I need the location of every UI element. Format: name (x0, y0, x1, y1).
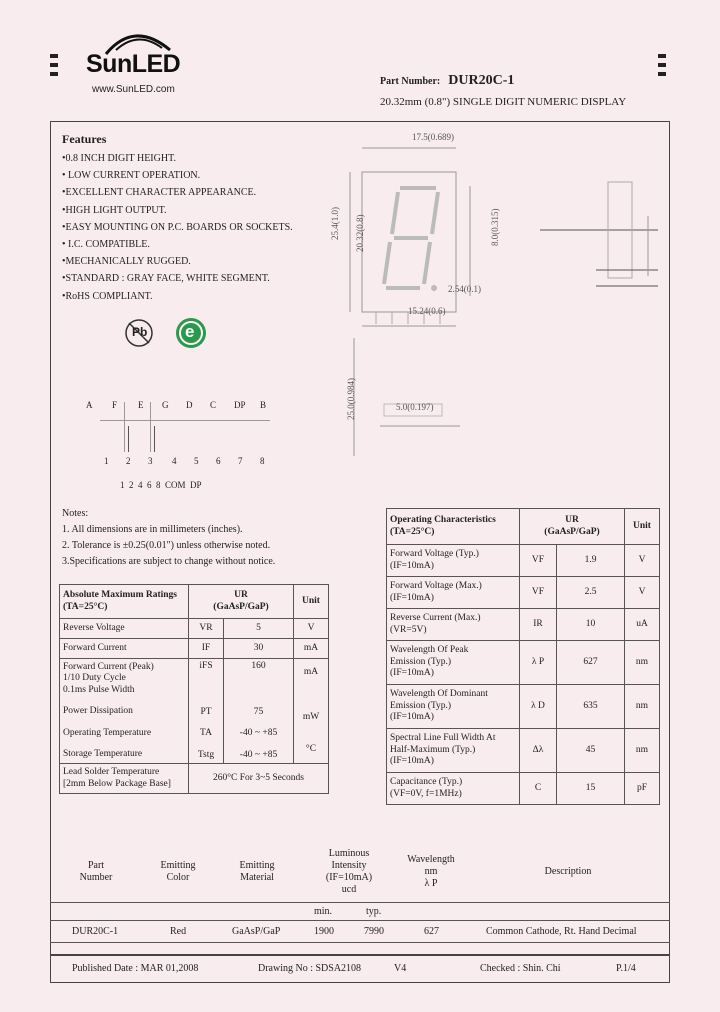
dim-height2: 20.32(0.8) (355, 214, 365, 252)
op-char-col-ur (520, 509, 625, 545)
feature-item: • LOW CURRENT OPERATION. (62, 170, 201, 182)
table-row (387, 609, 660, 641)
part-number-value: DUR20C-1 (448, 73, 515, 88)
pin-number: 7 (238, 456, 243, 466)
pinout-caption: 1 2 4 6 8 COM DP (120, 480, 202, 490)
pin-label: C (210, 400, 217, 410)
package-drawing (340, 126, 660, 456)
row-min: 1900 (314, 926, 334, 937)
sym-cell: C (520, 773, 557, 805)
col-wavelength: Wavelength nm λ P (407, 854, 455, 889)
pin-number: 8 (260, 456, 265, 466)
table-row (387, 545, 660, 577)
abs-max-table (59, 584, 329, 794)
footer-checked: Checked : Shin. Chi (480, 963, 561, 974)
solder-line: Lead Solder Temperature (63, 767, 160, 777)
footer-published: Published Date : MAR 01,2008 (72, 963, 199, 974)
sym-cell: λ D (520, 685, 557, 729)
notes-title: Notes: (62, 508, 89, 519)
param-cell (387, 609, 520, 641)
rohs-icon (124, 318, 154, 348)
param-line: (IF=10mA) (390, 592, 434, 603)
param-line: (IF=10mA) (390, 712, 434, 723)
pinout-diagram (84, 396, 284, 496)
param-cell (387, 773, 520, 805)
op-val: -40 ~ +85 (239, 728, 278, 738)
peak-unit: mA (303, 666, 319, 677)
param-line: (VR=5V) (390, 624, 427, 635)
param-line: (VF=0V, f=1MHz) (390, 788, 462, 799)
param-line: Capacitance (Typ.) (390, 777, 463, 787)
value-cell: 2.5 (557, 577, 625, 609)
row-color: Red (170, 926, 187, 937)
op-char-title: Operating Characteristics (390, 515, 496, 525)
col-typ: typ. (366, 906, 382, 917)
op-temp-param: Operating Temperature (63, 727, 152, 738)
dim-bottom: 15.24(0.6) (408, 306, 446, 316)
col-ur-label: UR (234, 590, 248, 600)
table-row (387, 641, 660, 685)
param-line: Emission (Typ.) (390, 700, 452, 711)
unit-cell: V (294, 619, 329, 639)
feature-item: •EASY MOUNTING ON P.C. BOARDS OR SOCKETS. (62, 221, 293, 233)
power-param: Power Dissipation (63, 706, 133, 716)
param-cell: Reverse Voltage (60, 619, 189, 639)
op-char-table (386, 508, 660, 805)
power-unit: mW (302, 712, 320, 723)
abs-max-subtitle: (TA=25°C) (63, 601, 108, 612)
pin-number: 3 (148, 456, 153, 466)
value-cell: 10 (557, 609, 625, 641)
logo-text: SunLED (86, 50, 181, 78)
selection-divider (50, 920, 670, 921)
param-cell (60, 764, 189, 794)
row-typ: 7990 (364, 926, 384, 937)
dim-height: 25.4(1.0) (330, 207, 340, 240)
sym-cell: VR (189, 619, 224, 639)
param-line: Reverse Current (Max.) (390, 613, 481, 623)
value-cell: 635 (557, 685, 625, 729)
value-cell: 5 (224, 619, 294, 639)
features-list (62, 150, 293, 305)
selection-divider (50, 902, 670, 903)
param-cell (387, 545, 520, 577)
pin-label: E (138, 400, 144, 410)
features-title: Features (62, 132, 107, 146)
temp-unit: °C (305, 743, 317, 754)
abs-max-col-unit: Unit (294, 585, 329, 619)
pin-label: G (162, 400, 169, 410)
dim-top: 17.5(0.689) (412, 132, 454, 142)
op-char-header (387, 509, 520, 545)
param-line: Wavelength Of Peak (390, 645, 469, 656)
page-subtitle: 20.32mm (0.8") SINGLE DIGIT NUMERIC DISPLAY (380, 96, 627, 108)
unit-cell: V (625, 545, 660, 577)
param-cell (387, 577, 520, 609)
param-cell (387, 641, 520, 685)
table-row (387, 685, 660, 729)
power-sym: PT (200, 706, 212, 717)
dim-pitch: 2.54(0.1) (448, 284, 481, 294)
param-line: (IF=10mA) (390, 560, 434, 571)
col-ur-material: (GaAsP/GaP) (213, 601, 269, 612)
feature-item: •RoHS COMPLIANT. (62, 290, 153, 302)
pin-label: F (112, 400, 118, 410)
part-number (380, 71, 514, 89)
pin-label: B (260, 400, 267, 410)
unit-cell: nm (625, 729, 660, 773)
sym-cell (189, 659, 224, 764)
feature-item: •HIGH LIGHT OUTPUT. (62, 204, 167, 216)
footer-page: P.1/4 (616, 963, 636, 974)
col-material: Emitting Material (239, 860, 275, 883)
solder-line: [2mm Below Package Base] (63, 778, 171, 789)
abs-max-title: Absolute Maximum Ratings (63, 590, 178, 600)
col-ur-material: (GaAsP/GaP) (544, 526, 600, 537)
dim-pin: 5.0(0.197) (396, 402, 434, 412)
table-row (387, 577, 660, 609)
row-part: DUR20C-1 (72, 926, 119, 937)
sym-cell: IF (189, 639, 224, 659)
unit-cell (294, 659, 329, 764)
param-cell (387, 729, 520, 773)
dim-side: 8.0(0.315) (490, 208, 500, 246)
pin-label: A (86, 400, 93, 410)
dim-left: 25.0(0.984) (346, 378, 356, 420)
value-cell: 1.9 (557, 545, 625, 577)
unit-cell: pF (625, 773, 660, 805)
unit-cell: mA (294, 639, 329, 659)
param-line: Half-Maximum (Typ.) (390, 744, 476, 755)
storage-temp-param: Storage Temperature (63, 749, 143, 759)
website-link[interactable]: www.SunLED.com (92, 84, 175, 95)
table-row (387, 729, 660, 773)
abs-max-header (60, 585, 189, 619)
col-description: Description (544, 866, 592, 877)
rohs-label: Pb (132, 325, 148, 339)
sym-cell: VF (520, 577, 557, 609)
col-part: Part Number (79, 860, 113, 883)
peak-line: 1/10 Duty Cycle (63, 673, 126, 683)
selection-divider (50, 942, 670, 943)
unit-cell: V (625, 577, 660, 609)
pin-label: DP (234, 400, 246, 410)
op-sym: TA (200, 728, 212, 738)
note-item: 2. Tolerance is ±0.25(0.01") unless otherwise noted. (62, 540, 271, 551)
unit-cell: uA (625, 609, 660, 641)
feature-item: •STANDARD : GRAY FACE, WHITE SEGMENT. (62, 273, 270, 285)
feature-item: •MECHANICALLY RUGGED. (62, 256, 191, 268)
op-char-subtitle: (TA=25°C) (390, 526, 435, 537)
col-ur-label: UR (565, 515, 579, 525)
st-val: -40 ~ +85 (239, 749, 278, 760)
pin-number: 4 (172, 456, 177, 466)
note-item: 1. All dimensions are in millimeters (inches). (62, 524, 243, 535)
pin-number: 1 (104, 456, 109, 466)
value-cell: 627 (557, 641, 625, 685)
param-line: (IF=10mA) (390, 668, 434, 679)
solder-value: 260°C For 3~5 Seconds (189, 764, 329, 794)
st-sym: Tstg (197, 749, 215, 760)
pin-number: 2 (126, 456, 131, 466)
feature-item: •EXCELLENT CHARACTER APPEARANCE. (62, 187, 257, 199)
peak-line: Forward Current (Peak) (63, 661, 154, 672)
unit-cell: nm (625, 685, 660, 729)
param-line: Forward Voltage (Typ.) (390, 549, 479, 559)
eco-label: e (185, 322, 195, 341)
sym-cell: IR (520, 609, 557, 641)
unit-cell: nm (625, 641, 660, 685)
peak-val: 160 (251, 661, 266, 671)
param-cell: Forward Current (60, 639, 189, 659)
table-row (387, 773, 660, 805)
param-line: Wavelength Of Dominant (390, 689, 488, 700)
param-line: Spectral Line Full Width At (390, 733, 496, 744)
pin-label: D (186, 400, 193, 410)
abs-max-col-ur (189, 585, 294, 619)
col-color: Emitting Color (160, 860, 196, 883)
row-description: Common Cathode, Rt. Hand Decimal (486, 926, 637, 937)
param-line: Forward Voltage (Max.) (390, 581, 482, 591)
pin-number: 6 (216, 456, 221, 466)
part-number-label: Part Number: (380, 76, 441, 87)
row-material: GaAsP/GaP (232, 926, 281, 937)
feature-item: • I.C. COMPATIBLE. (62, 239, 150, 251)
value-cell: 45 (557, 729, 625, 773)
value-cell: 15 (557, 773, 625, 805)
value-cell: 30 (224, 639, 294, 659)
note-item: 3.Specifications are subject to change without notice. (62, 556, 276, 567)
param-line: Emission (Typ.) (390, 656, 452, 667)
param-cell (387, 685, 520, 729)
peak-line: 0.1ms Pulse Width (63, 684, 135, 695)
footer-version: V4 (394, 963, 407, 974)
sym-cell: VF (520, 545, 557, 577)
param-cell (60, 659, 189, 764)
op-char-col-unit: Unit (625, 509, 660, 545)
power-val: 75 (253, 706, 264, 717)
peak-sym: iFS (199, 661, 213, 671)
sym-cell: Δλ (520, 729, 557, 773)
value-cell (224, 659, 294, 764)
param-line: (IF=10mA) (390, 756, 434, 767)
col-min: min. (314, 906, 333, 917)
footer-drawing: Drawing No : SDSA2108 (258, 963, 362, 974)
sym-cell: λ P (520, 641, 557, 685)
col-luminous: Luminous Intensity (IF=10mA) ucd (325, 848, 373, 895)
feature-item: •0.8 INCH DIGIT HEIGHT. (62, 153, 176, 164)
pin-number: 5 (194, 456, 199, 466)
sunled-logo (86, 26, 196, 80)
eco-icon (174, 316, 208, 350)
row-wavelength: 627 (424, 926, 439, 937)
